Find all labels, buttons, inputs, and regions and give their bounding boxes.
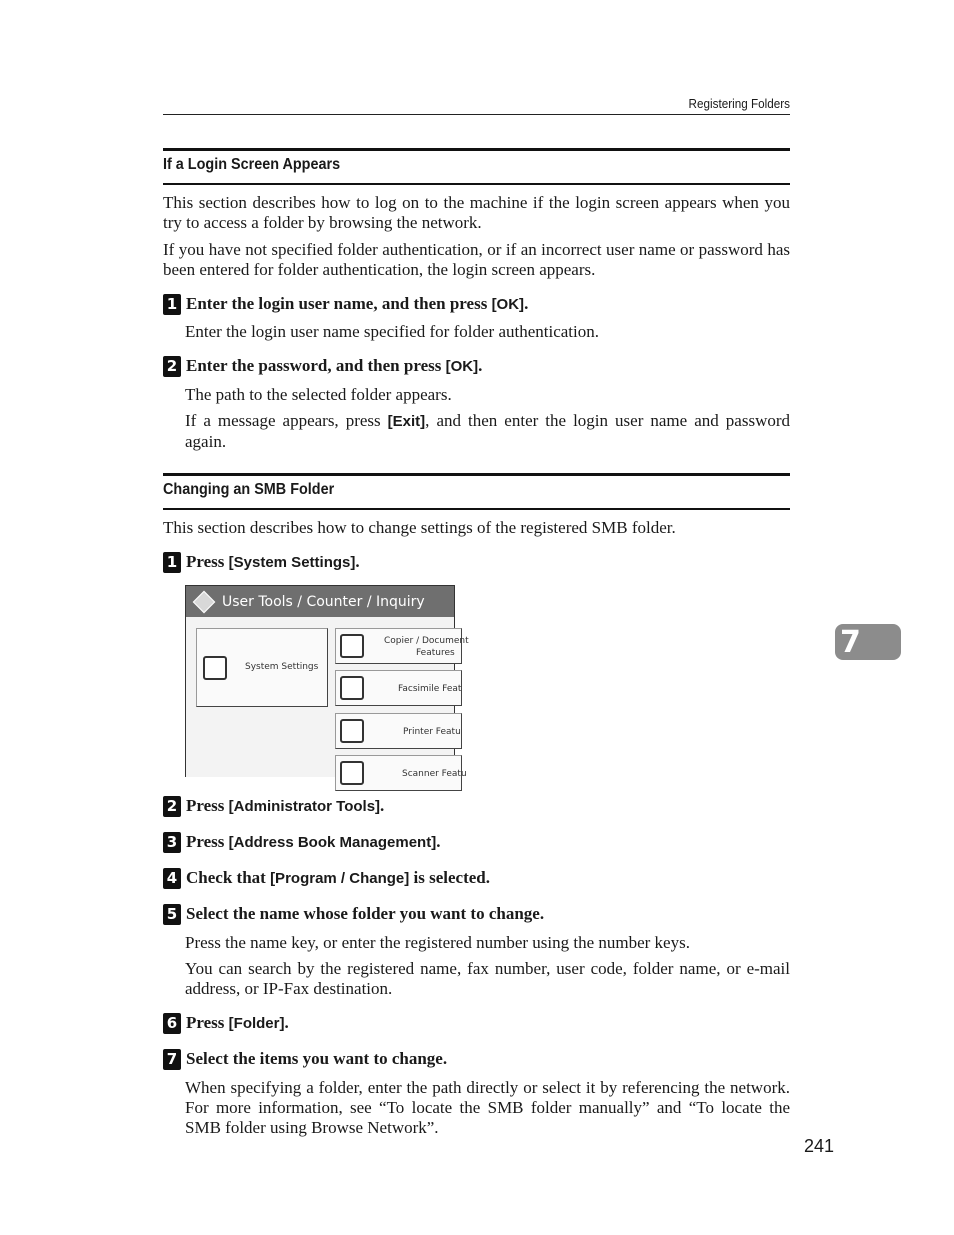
section-title: Changing an SMB Folder [163,481,335,498]
system-settings-button[interactable] [196,628,328,707]
screen-body [186,617,469,779]
button-label: Features [416,648,455,658]
step-text: Press [System Settings]. [186,552,360,571]
button-label: Printer Featu [403,727,461,737]
user-tools-icon [193,590,216,613]
section-title: If a Login Screen Appears [163,156,341,173]
step-text: Enter the password, and then press [OK]. [186,356,483,375]
button-label: Facsimile Feat [398,684,462,694]
step-body: You can search by the registered name, fax number, user code, folder name, or e-mail address, or IP-Fax destination. [185,959,790,998]
step-note: If a message appears, press [Exit], and then enter the login user name and password again. [185,411,791,451]
copier-icon [340,634,364,658]
step-number: 3 [163,832,181,853]
step-number: 6 [163,1013,181,1034]
step-number: 7 [163,1049,181,1070]
printer-features-button[interactable] [335,713,462,749]
step-text: Enter the login user name, and then press [OK]. [186,294,529,313]
step [163,831,440,853]
section-top-rule [163,473,790,476]
user-tools-screenshot [185,585,469,779]
section-top-rule [163,148,790,151]
scanner-features-button[interactable] [335,755,467,791]
step-body: The path to the selected folder appears. [185,385,452,404]
facsimile-features-button[interactable] [335,670,462,706]
step-text: Press [Administrator Tools]. [186,796,385,815]
step [163,867,490,889]
step [163,293,528,315]
copier-document-features-button[interactable] [335,628,469,664]
step-number: 2 [163,796,181,817]
printer-icon [340,719,364,743]
step [163,551,360,573]
paragraph: This section describes how to log on to the machine if the login screen appears when you try to access a folder by browsing the network. [163,193,790,232]
chapter-tab: 7 [835,624,901,660]
button-label: System Settings [245,662,319,672]
step-text: Press [Folder]. [186,1013,289,1032]
step-text: Select the items you want to change. [186,1049,448,1068]
step-body: Press the name key, or enter the registered number using the number keys. [185,933,690,952]
header-rule [163,114,790,115]
paragraph: If you have not specified folder authentication, or if an incorrect user name or password has been entered for folder authentication, the login screen appears. [163,240,790,279]
step-body: Enter the login user name specified for folder authentication. [185,322,599,341]
section-bottom-rule [163,508,790,510]
step-text: Select the name whose folder you want to change. [186,904,545,923]
step-text: Press [Address Book Management]. [186,832,441,851]
section-bottom-rule [163,183,790,185]
step [163,1012,289,1034]
page-number: 241 [803,1136,834,1156]
step-number: 5 [163,904,181,925]
step [163,903,544,925]
running-head: Registering Folders [688,96,790,111]
step-number: 1 [163,294,181,315]
step-text: Check that [Program / Change] is selected. [186,868,490,887]
paragraph: This section describes how to change settings of the registered SMB folder. [163,518,676,537]
step-number: 2 [163,356,181,377]
screen-title: User Tools / Counter / Inquiry [222,593,425,610]
step [163,795,384,817]
button-label: Copier / Document [384,636,469,646]
button-label: Scanner Featu [402,769,467,779]
step-number: 4 [163,868,181,889]
step-body: When specifying a folder, enter the path directly or select it by referencing the network. For more information, see “To locate the SMB folder manually” and “To locate the SMB folder using Browse Network”. [185,1078,790,1137]
clock-toolbox-icon [203,656,227,680]
screen-title-bar [186,586,454,617]
step-number: 1 [163,552,181,573]
fax-icon [340,676,364,700]
step [163,1048,447,1070]
scanner-icon [340,761,364,785]
step [163,355,482,377]
